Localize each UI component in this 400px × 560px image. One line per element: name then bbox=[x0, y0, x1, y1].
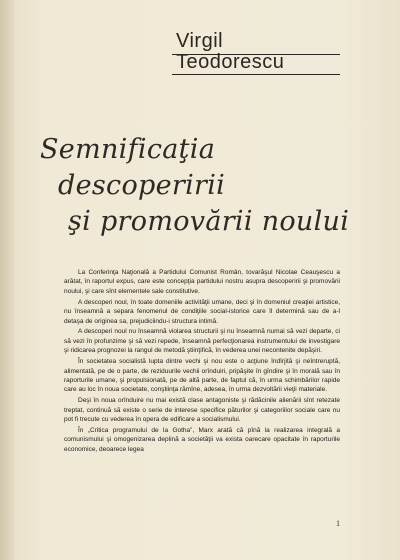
author-first-name: Virgil bbox=[176, 30, 224, 52]
author-name bbox=[176, 30, 284, 72]
title-line-2: descoperirii bbox=[58, 170, 226, 201]
author-rule-bottom bbox=[172, 74, 340, 75]
paragraph: La Conferinţa Naţională a Partidului Comunist Român, tovarăşul Nicolae Ceauşescu a arătat, în raportul expus, care este concepţia partidului nostru asupra descoperirii şi promovării noului, şi care sînt elementele sale constitutive. bbox=[64, 269, 340, 295]
author-last-name: Teodorescu bbox=[176, 51, 285, 73]
title-line-1: Semnificaţia bbox=[40, 134, 216, 165]
paragraph: Deşi în noua orînduire nu mai există clase antagoniste şi rădăcinile alienării sînt retezate treptat, continuă să existe o serie de interese specifice păturilor şi categoriilor sociale care nu pot fi trecute cu vederea în opera de edificare a socialismului. bbox=[64, 397, 340, 424]
page-number: 1 bbox=[336, 519, 340, 528]
page-gutter bbox=[0, 0, 14, 560]
paragraph: În societatea socialistă lupta dintre vechi şi nou este o acţiune îndîrjită şi neîntreruptă, alimentată, pe de o parte, de reziduurile vechii orînduiri, pripăşite în gîndire şi în morală sau în raporturile umane, şi propulsionată, pe de altă parte, de faptul că, în urma schimbărilor rapide care au loc în noua societate, conştiinţa rămîne, adesea, în urma dezvoltării vieţii materiale. bbox=[64, 358, 340, 394]
paragraph: A descoperi noul, în toate domeniile activităţii umane, deci şi în domeniul creaţiei artistice, nu înseamnă a separa fenomenul de condiţiile social-istorice care îl determină sau de a-l detaşa de originea sa, prejudiciindu-i structura intimă. bbox=[64, 298, 340, 325]
article-title bbox=[40, 132, 380, 240]
paragraph: A descoperi noul nu înseamnă violarea structurii şi nu înseamnă numai să vezi departe, ci să vezi în profunzime şi să vezi repede, înseamnă perfecţionarea instrumentului de investigare şi ridicarea prognozei la rangul de metodă ştiinţifică, în vederea unei necontenite depăşiri. bbox=[64, 328, 340, 355]
title-line-3: şi promovării noului bbox=[68, 206, 350, 237]
paragraph: În „Critica programului de la Gotha”, Marx arată că pînă la realizarea integrală a comunismului şi omogenizarea deplină a societăţii va exista oarecare opacitate în raporturile economice, deoarece legea bbox=[64, 427, 340, 453]
article-body bbox=[64, 268, 340, 456]
